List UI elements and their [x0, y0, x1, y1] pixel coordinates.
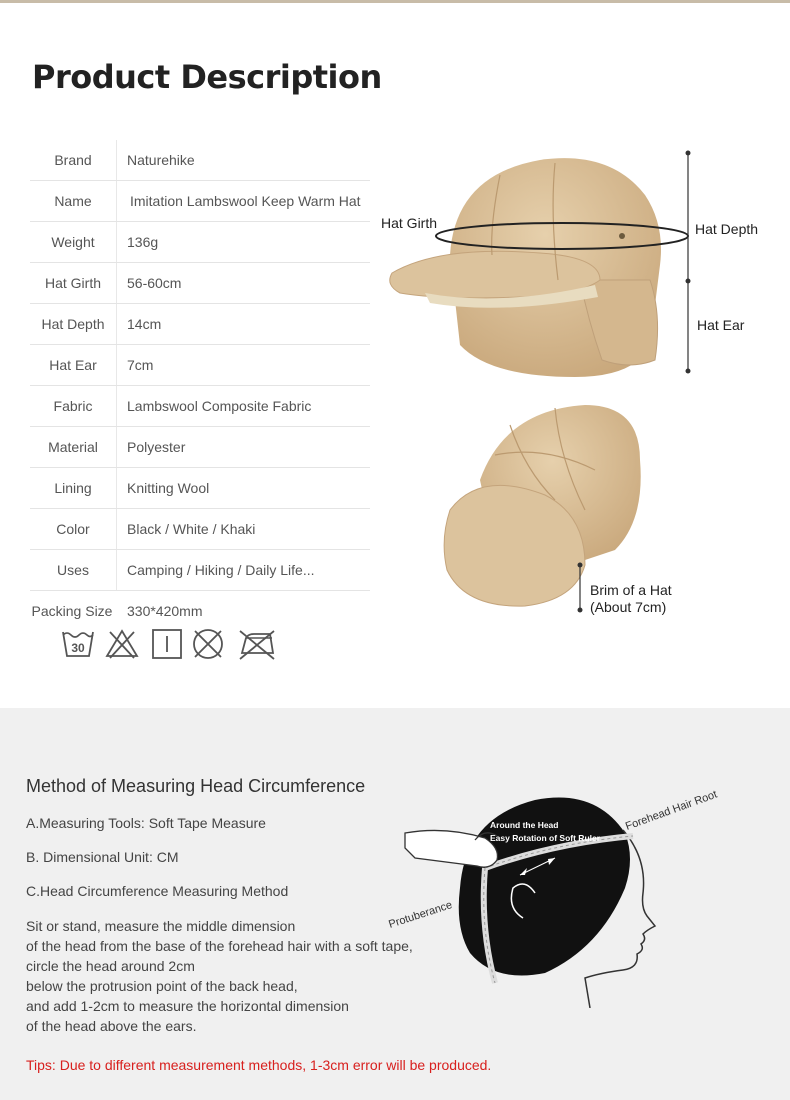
para-line: circle the head around 2cm: [26, 958, 195, 974]
forehead-label: Forehead Hair Root: [623, 788, 719, 833]
spec-table: [30, 140, 370, 631]
spec-value: Imitation Lambswool Keep Warm Hat: [130, 193, 361, 209]
measure-section: [0, 708, 790, 1100]
para-line: of the head from the base of the forehead hair with a soft tape,: [26, 938, 413, 954]
measure-line-c: C.Head Circumference Measuring Method: [26, 883, 289, 899]
spec-value: Polyester: [127, 439, 186, 455]
spec-label: Lining: [54, 480, 92, 496]
wash-30-icon: [60, 626, 96, 662]
hat-girth-label: Hat Girth: [381, 215, 438, 231]
spec-label: Name: [54, 193, 92, 209]
no-iron-icon: [236, 626, 278, 662]
spec-value: 136g: [127, 234, 159, 250]
spec-row-weight: [30, 222, 370, 263]
measure-title: Method of Measuring Head Circumference: [26, 776, 366, 796]
spec-value: Camping / Hiking / Daily Life...: [127, 562, 315, 578]
spec-row-packing-size: [30, 591, 370, 631]
spec-label: Packing Size: [31, 603, 113, 619]
spec-value: 14cm: [127, 316, 162, 332]
measure-line-b: B. Dimensional Unit: CM: [26, 849, 179, 865]
no-tumble-dry-icon: [190, 626, 226, 662]
para-line: below the protrusion point of the back head,: [26, 978, 298, 994]
hat-ear-label: Hat Ear: [697, 317, 745, 333]
para-line: of the head above the ears.: [26, 1018, 197, 1034]
measure-paragraph: [26, 916, 413, 1036]
top-border: [0, 0, 790, 3]
spec-label: Uses: [57, 562, 89, 578]
spec-row-name: [30, 181, 370, 222]
spec-row-hat-depth: [30, 304, 370, 345]
spec-value: Knitting Wool: [127, 480, 210, 496]
measure-line-a: A.Measuring Tools: Soft Tape Measure: [26, 815, 266, 831]
spec-label: Brand: [54, 152, 92, 168]
spec-label: Material: [48, 439, 98, 455]
spec-label: Weight: [51, 234, 95, 250]
protuberance-label: Protuberance: [387, 899, 454, 931]
spec-row-brand: [30, 140, 370, 181]
line-dry-icon: [150, 626, 184, 662]
spec-row-hat-ear: [30, 345, 370, 386]
hat-front-image: [380, 145, 790, 385]
spec-label: Hat Girth: [44, 275, 101, 291]
spec-row-fabric: [30, 386, 370, 427]
measure-tip: Tips: Due to different measurement methods, 1-3cm error will be produced.: [26, 1057, 492, 1073]
page-title: Product Description: [32, 58, 382, 96]
around-line2: Easy Rotation of Soft Ruler: [490, 833, 601, 843]
brim-label-line1: Brim of a Hat: [590, 582, 672, 598]
spec-value: Lambswool Composite Fabric: [127, 398, 312, 414]
no-bleach-icon: [104, 626, 140, 662]
spec-label: Hat Ear: [49, 357, 97, 373]
spec-value: Naturehike: [127, 152, 195, 168]
spec-value: 56-60cm: [127, 275, 182, 291]
spec-row-lining: [30, 468, 370, 509]
spec-label: Color: [56, 521, 90, 537]
wash-temp: 30: [71, 641, 85, 655]
around-line1: Around the Head: [490, 820, 559, 830]
para-line: Sit or stand, measure the middle dimension: [26, 918, 296, 934]
spec-label: Hat Depth: [41, 316, 105, 332]
spec-value: 330*420mm: [127, 603, 203, 619]
spec-value: 7cm: [127, 357, 154, 373]
spec-value: Black / White / Khaki: [127, 521, 256, 537]
para-line: and add 1-2cm to measure the horizontal dimension: [26, 998, 349, 1014]
spec-row-hat-girth: [30, 263, 370, 304]
spec-row-material: [30, 427, 370, 468]
head-measure-diagram: [385, 778, 745, 1008]
spec-row-color: [30, 509, 370, 550]
spec-label: Fabric: [53, 398, 93, 414]
hat-depth-label: Hat Depth: [695, 221, 759, 237]
brim-label-line2: (About 7cm): [590, 599, 667, 615]
spec-row-uses: [30, 550, 370, 591]
